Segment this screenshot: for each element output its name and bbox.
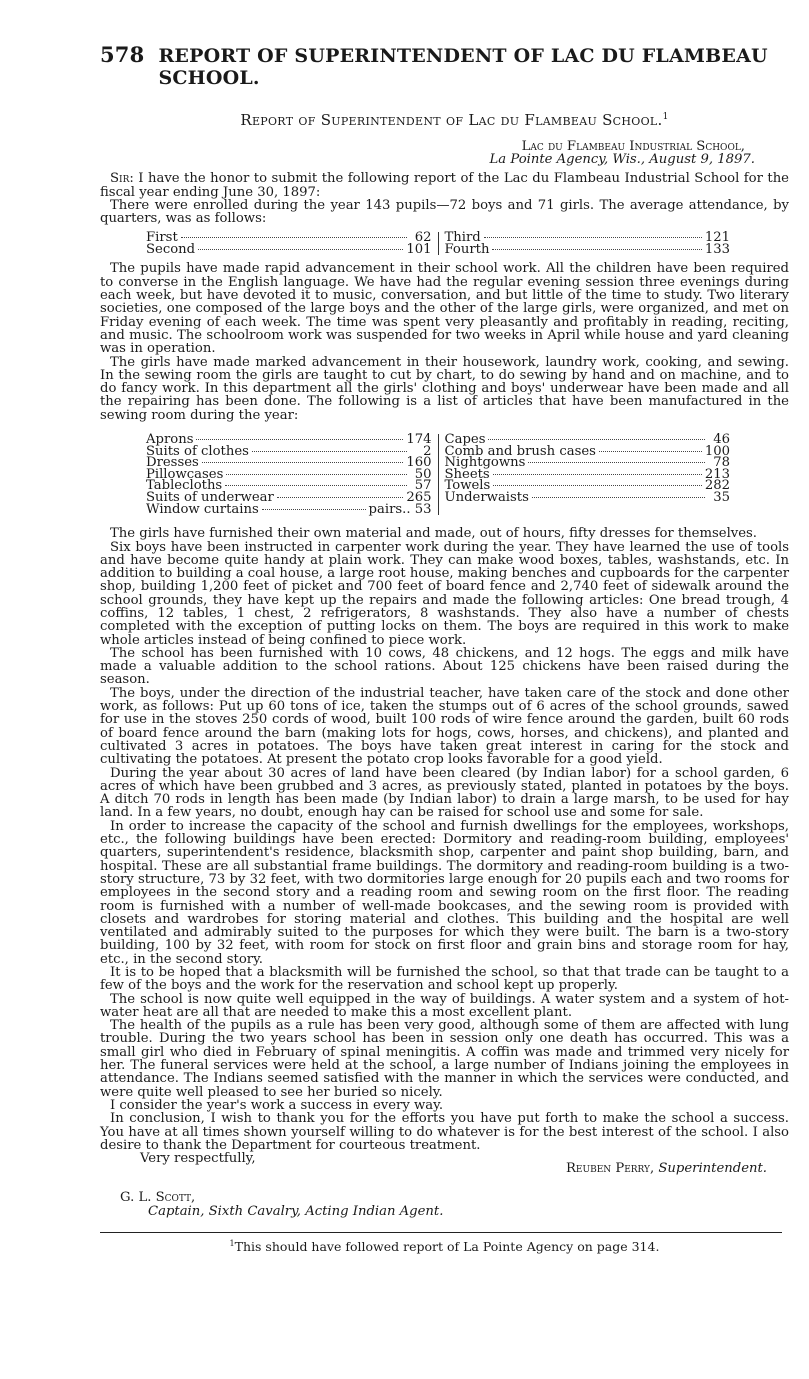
row-label: Suits of clothes (146, 443, 249, 459)
row-value: 133 (704, 241, 730, 257)
row-label: First (146, 230, 178, 246)
footnote-mark: 1 (229, 1239, 235, 1249)
row-label: Capes (444, 432, 486, 448)
leader-dots (226, 474, 406, 475)
row-value: 78 (713, 455, 730, 471)
leader-dots (493, 485, 702, 486)
row-value: 50 (414, 466, 432, 482)
row-value: 265 (406, 490, 432, 506)
closing-phrase: Very respectfully, (140, 1151, 256, 1167)
row-label: Window curtains (146, 501, 259, 517)
signature-block (100, 1152, 789, 1175)
articles-table (146, 434, 730, 515)
paragraph-dresses: The girls have furnished their own material and made, out of hours, fifty dresses for themselves. (110, 526, 757, 542)
row-value: 57 (414, 478, 432, 494)
leader-dots (202, 462, 404, 463)
paragraph-health: The health of the pupils as a rule has been very good, although some of them are affected with lung trouble. During the two years school has been in session only one death has occurred. This was a small girl who died in February of spinal meningitis. A coffin was made and trimmed very nicely for her. The funeral services were held at the school, a large number of Indians joining the employees in attendance. The Indians seemed satisfied with the manner in which the services were conducted, and were quite well pleased to see her buried so nicely. (100, 1018, 789, 1100)
page-number: 578 (100, 42, 145, 67)
paragraph-equipped: The school is now quite well equipped in the way of buildings. A water system and a system of hot-water heat are all that are needed to make this a most excellent plant. (100, 991, 789, 1020)
leader-dots (484, 237, 702, 238)
leader-dots (181, 237, 407, 238)
row-label: Suits of underwear (146, 490, 274, 506)
dateline-school: Lac du Flambeau Industrial School, (521, 139, 745, 155)
row-value: pairs.. 53 (368, 501, 432, 517)
leader-dots (599, 451, 702, 452)
leader-dots (277, 497, 404, 498)
row-label: Aprons (146, 432, 194, 448)
row-label: Towels (444, 478, 491, 494)
row-value: 100 (704, 443, 730, 459)
dateline-place: La Pointe Agency, Wis., August 9, 1897. (489, 151, 755, 167)
paragraph-conclusion: In conclusion, I wish to thank you for the efforts you have put forth to make the school a success. You have at all times shown yourself willing to do whatever is for the best interest of the school. I also desire to thank the Department for courteous treatment. (100, 1111, 789, 1153)
row-label: Third (444, 230, 481, 246)
row-label: Tablecloths (146, 478, 223, 494)
paragraph-land: During the year about 30 acres of land have been cleared (by Indian labor) for a school garden, 6 acres of which have been grubbed and 3 acres, as previously stated, planted in potatoes by the boys. A ditch 70 rods in length has been made (by Indian labor) to drain a large marsh, to be used for hay land. In a few years, no doubt, enough hay can be raised for school use and some for sale. (100, 765, 789, 821)
table-row (146, 501, 432, 517)
signer-role: Superintendent. (654, 1161, 767, 1177)
dateline (100, 141, 789, 166)
leader-dots (225, 485, 406, 486)
footnote-divider (100, 1232, 782, 1233)
leader-dots (488, 439, 705, 440)
row-label: Nightgowns (444, 455, 526, 471)
attendance-table (146, 232, 730, 255)
leader-dots (252, 451, 407, 452)
report-title-text: Report of Superintendent of Lac du Flambeau School. (240, 111, 663, 129)
row-label: Sheets (444, 466, 490, 482)
salutation-paragraph (100, 172, 789, 199)
report-title (100, 111, 789, 127)
row-value: 213 (704, 466, 730, 482)
footnote-text: This should have followed report of La Pointe Agency on page 314. (234, 1239, 660, 1255)
paragraph-girls: The girls have made marked advancement in their housework, laundry work, cooking, and sewing. In the sewing room the girls are taught to cut by chart, to do sewing by hand and on machine, and to do fancy work. In this department all the girls' clothing and boys' underwear have been made and all the repairing has been done. The following is a list of articles that have been manufactured in the sewing room during the year: (100, 354, 789, 423)
row-label: Second (146, 241, 196, 257)
row-label: Comb and brush cases (444, 443, 596, 459)
row-label: Pillowcases (146, 466, 224, 482)
running-title: REPORT OF SUPERINTENDENT OF LAC DU FLAMBEAU SCHOOL. (158, 45, 768, 89)
row-value: 62 (414, 230, 432, 246)
attendance-column-right (439, 232, 731, 255)
footnote (100, 1237, 789, 1253)
salutation-word: Sir: (110, 171, 134, 187)
row-label: Fourth (444, 241, 490, 257)
row-value: 121 (704, 230, 730, 246)
articles-column-left (146, 434, 439, 515)
leader-dots (493, 474, 702, 475)
agent-name: G. L. Scott, (120, 1190, 196, 1206)
paragraph-buildings: In order to increase the capacity of the school and furnish dwellings for the employees, workshops, etc., the following buildings have been erected: Dormitory and reading-room building, employees' quarters, superintendent's residence, blacksmith shop, carpenter and paint shop building, barn, and hospital. These are all substantial frame buildings. The dormitory and reading-room building is a two-story structure, 73 by 32 feet, with two dormitories large enough for 20 pupils each and two rooms for employees in the second story and a reading room and sewing room on the first floor. The reading room is furnished with a number of well-made bookcases, and the sewing room is provided with closets and wardrobes for storing material and clothes. This building and the hospital are well ventilated and admirably suited to the purposes for which they were built. The barn is a two-story building, 100 by 32 feet, with room for stock on first floor and grain bins and storage room for hay, etc., in the second story. (100, 818, 789, 967)
running-header (100, 44, 789, 89)
attendance-column-left (146, 232, 439, 255)
leader-dots (492, 249, 701, 250)
paragraph-stock: The school has been furnished with 10 cows, 48 chickens, and 12 hogs. The eggs and milk have made a valuable addition to the school rations. About 125 chickens have been raised during the season. (100, 645, 789, 688)
row-value: 46 (713, 432, 730, 448)
agent-role: Captain, Sixth Cavalry, Acting Indian Agent. (148, 1203, 444, 1219)
paragraph-industrial: The boys, under the direction of the industrial teacher, have taken care of the stock and done other work, as follows: Put up 60 tons of ice, taken the stumps out of 6 acres of the school grounds, sawed for use in the stoves 250 cords of wood, built 100 rods of wire fence around the garden, built 60 rods of board fence around the barn (making lots for hogs, cows, horses, and chickens), and planted and cultivated 3 acres in potatoes. The boys have taken great interest in caring for the stock and cultivating the potatoes. At present the potato crop looks favorable for a good yield. (100, 685, 789, 768)
row-label: Dresses (146, 455, 199, 471)
footnote-reference: 1 (662, 112, 669, 122)
articles-column-right (439, 434, 731, 515)
paragraph-advancement: The pupils have made rapid advancement in their school work. All the children have been required to converse in the English language. We have had the regular evening session three evenings during each week, but have devoted it to music, conversation, and but little of the time to study. Two literary societies, one composed of the large boys and the other of the large girls, were organized, and met on Friday evening of each week. The time was spent very pleasantly and profitably in reading, reciting, and music. The schoolroom work was suspended for two weeks in April while house and yard cleaning was in operation. (100, 261, 789, 357)
leader-dots (532, 497, 705, 498)
row-value: 101 (406, 241, 432, 257)
paragraph-enrollment: There were enrolled during the year 143 pupils—72 boys and 71 girls. The average attendance, by quarters, was as follows: (100, 197, 789, 227)
table-row (444, 241, 731, 257)
row-value: 174 (406, 432, 432, 448)
row-label: Underwaists (444, 490, 529, 506)
leader-dots (262, 509, 366, 510)
row-value: 282 (704, 478, 730, 494)
signer (566, 1162, 789, 1175)
row-value: 35 (713, 490, 730, 506)
table-row (445, 492, 731, 504)
row-value: 2 (423, 443, 432, 459)
signer-name: Reuben Perry, (566, 1161, 655, 1177)
table-row (146, 241, 432, 257)
salutation-text: I have the honor to submit the following report of the Lac du Flambeau Industrial School for the fiscal year ending June 30, 1897: (100, 171, 789, 200)
leader-dots (198, 249, 403, 250)
agent-block (120, 1191, 789, 1218)
row-value: 160 (406, 455, 432, 471)
paragraph-blacksmith: It is to be hoped that a blacksmith will be furnished the school, so that that trade can be taught to a few of the boys and the work for the reservation and school kept up properly. (100, 965, 789, 994)
paragraph-carpenter: Six boys have been instructed in carpenter work during the year. They have learned the use of tools and have become quite handy at plain work. They can make wood boxes, tables, washstands, etc. In addition to building a coal house, a large root house, making benches and cupboards for the carpenter shop, building 1,200 feet of picket and 700 feet of board fence and 2,740 feet of sidewalk around the school grounds, they have kept up the repairs and made the following articles: One bread trough, 4 coffins, 12 tables, 1 chest, 2 refrigerators, 8 washstands. They also have a number of chests completed with the exception of putting locks on them. The boys are required in this work to make whole articles instead of being confined to piece work. (100, 539, 789, 648)
leader-dots (196, 439, 403, 440)
leader-dots (528, 462, 705, 463)
paragraph-success: I consider the year's work a success in every way. (110, 1097, 444, 1113)
